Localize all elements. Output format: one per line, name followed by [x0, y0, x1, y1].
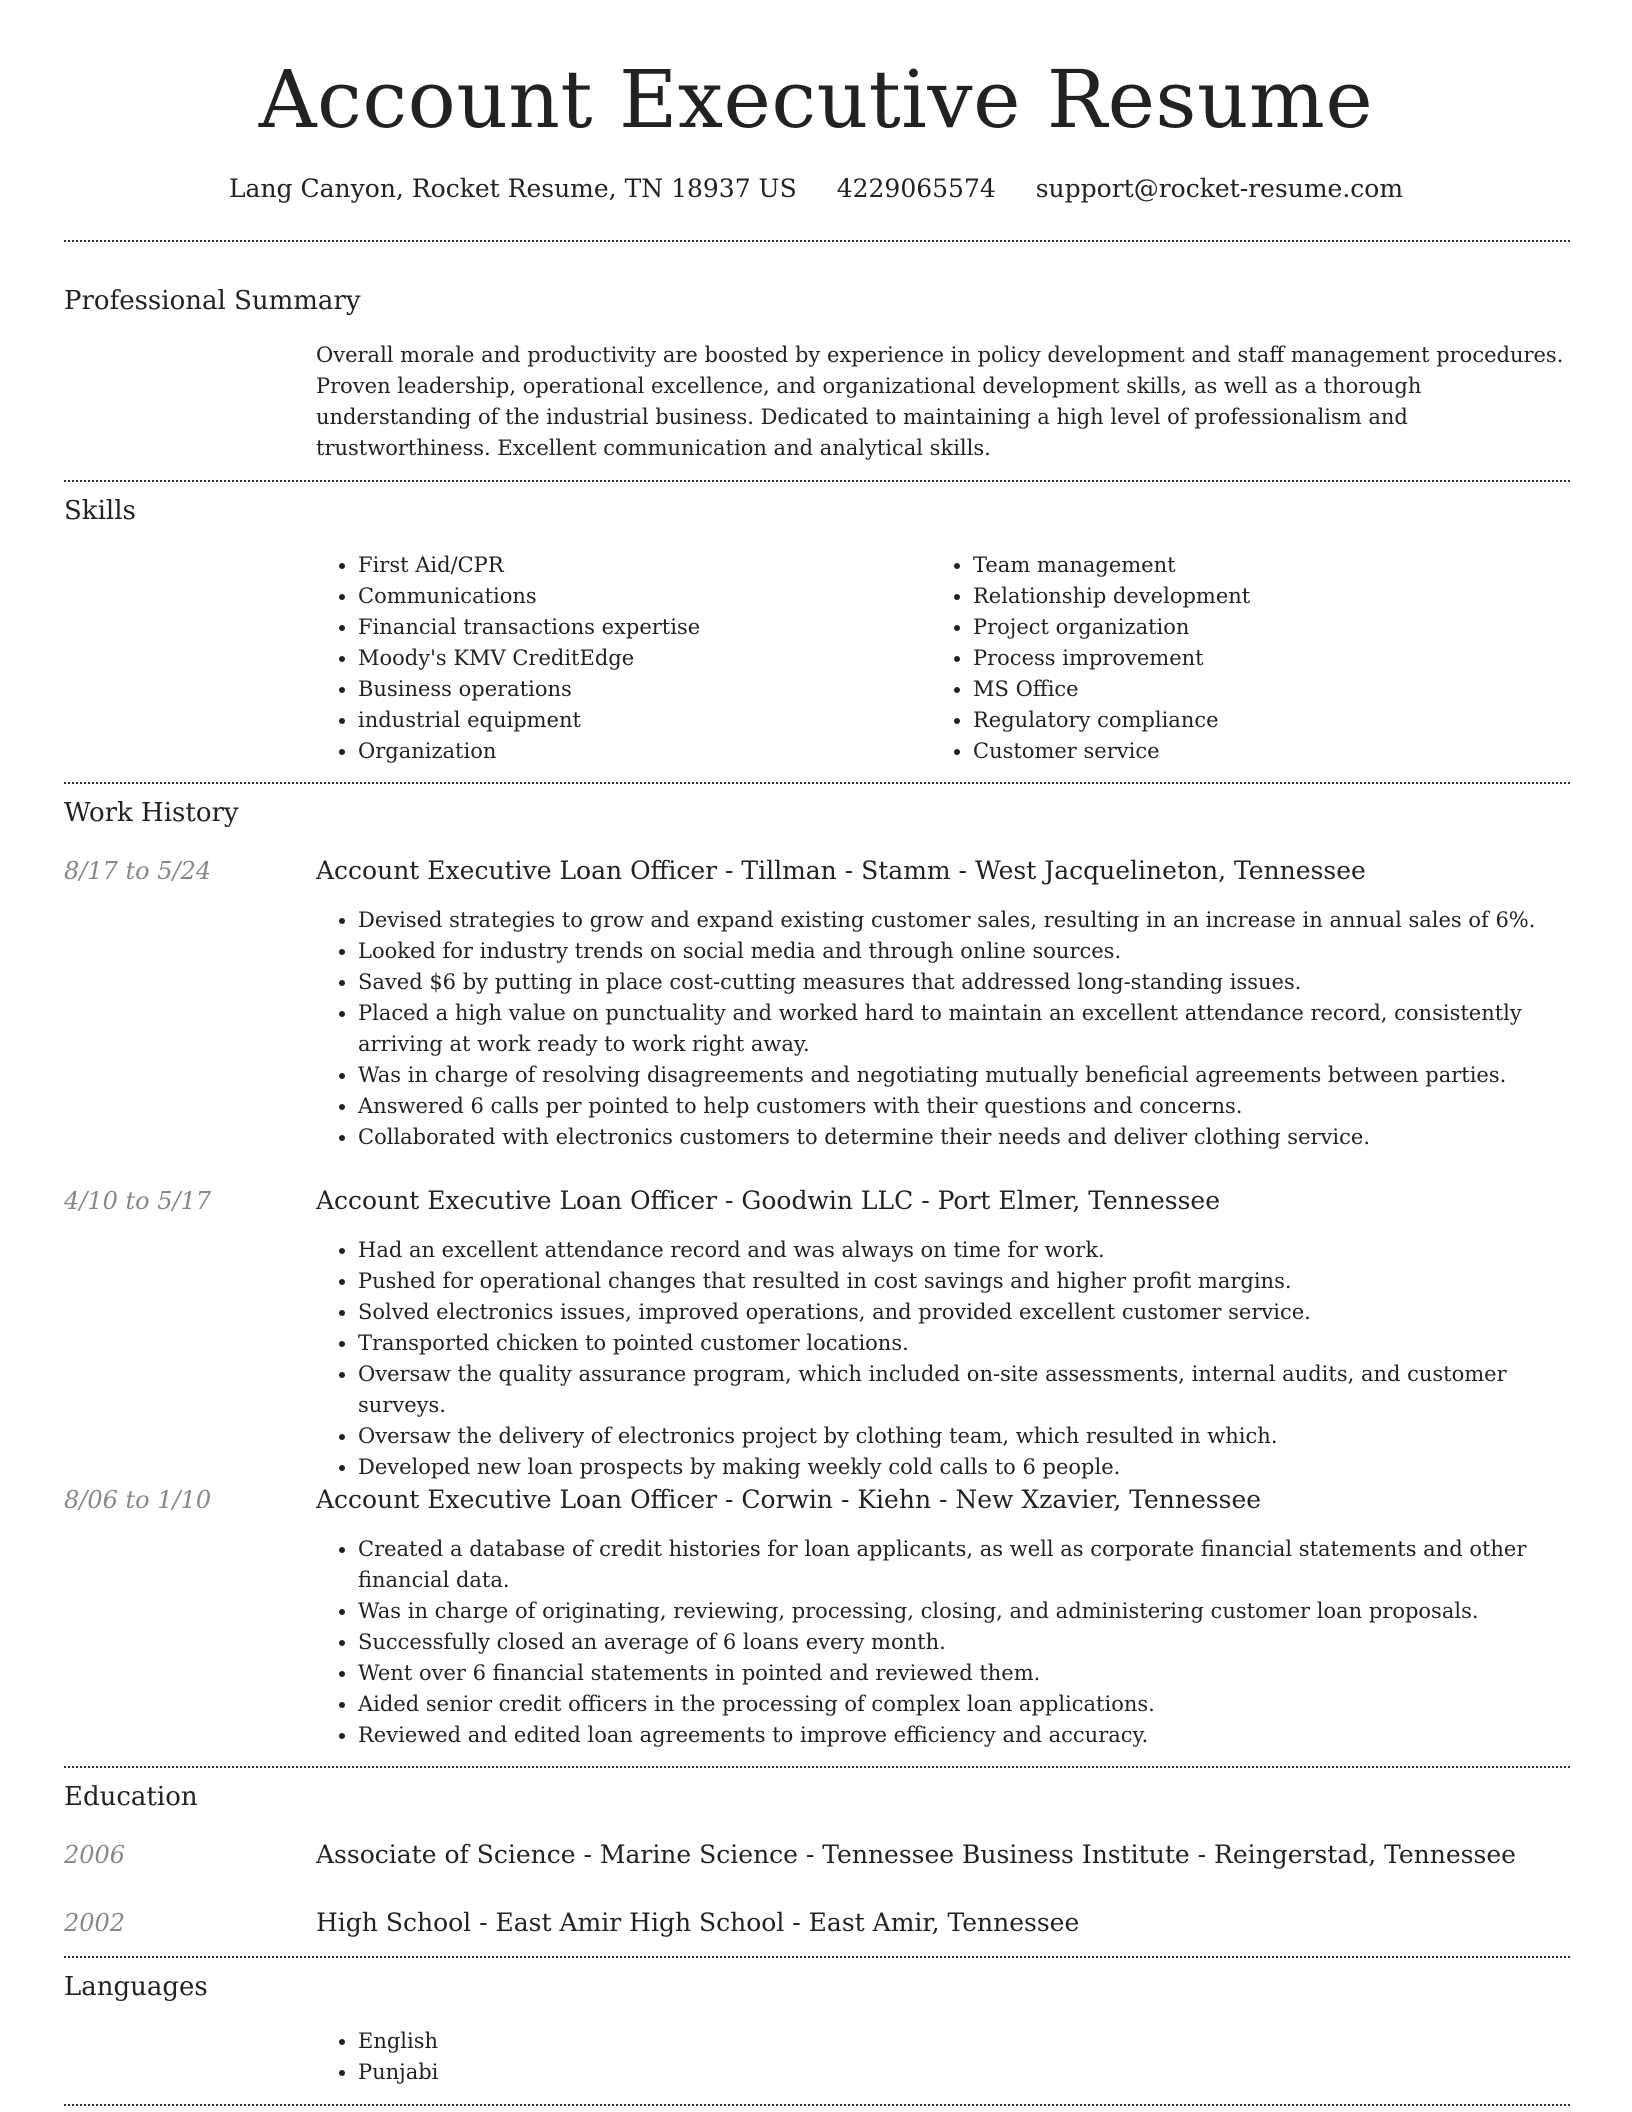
- list-item: • Successfully closed an average of 6 loans every month.: [358, 1627, 1596, 1658]
- list-item: • Business operations: [358, 674, 918, 705]
- list-item: • First Aid/CPR: [358, 550, 918, 581]
- list-item: • Organization: [358, 736, 918, 767]
- section-divider: [64, 1956, 1570, 1958]
- list-item: • Saved $6 by putting in place cost-cutting measures that addressed long-standing issues.: [358, 967, 1596, 998]
- education-title: Associate of Science - Marine Science - Tennessee Business Institute - Reingerstad, Tennessee: [316, 1840, 1516, 1869]
- list-item: • Devised strategies to grow and expand existing customer sales, resulting in an increase in annual sales of 6%.: [358, 905, 1596, 936]
- list-item: • Answered 6 calls per pointed to help customers with their questions and concerns.: [358, 1091, 1596, 1122]
- section-divider: [64, 2104, 1570, 2106]
- list-item: • Developed new loan prospects by making weekly cold calls to 6 people.: [358, 1452, 1596, 1483]
- list-item: • Communications: [358, 581, 918, 612]
- contact-line: [0, 172, 1632, 206]
- contact-email: support@rocket-resume.com: [1035, 174, 1404, 203]
- section-divider: [64, 1766, 1570, 1768]
- list-item: • Placed a high value on punctuality and worked hard to maintain an excellent attendance record, consistently arriving at work ready to work right away.: [358, 998, 1596, 1060]
- education-year: 2002: [64, 1909, 126, 1937]
- work-history-heading: Work History: [64, 798, 239, 828]
- education-year: 2006: [64, 1841, 126, 1869]
- list-item: • Customer service: [973, 736, 1573, 767]
- education-heading: Education: [64, 1782, 198, 1812]
- list-item: • Was in charge of resolving disagreements and negotiating mutually beneficial agreements between parties.: [358, 1060, 1596, 1091]
- section-divider: [64, 240, 1570, 242]
- list-item: • Reviewed and edited loan agreements to improve efficiency and accuracy.: [358, 1720, 1596, 1751]
- summary-text: Overall morale and productivity are boosted by experience in policy development and staff management procedures. Proven leadership, operational excellence, and organizational development skills, as well as a thorough understanding of the industrial business. Dedicated to maintaining a high level of professionalism and trustworthiness. Excellent communication and analytical skills.: [316, 343, 1564, 460]
- list-item: • Pushed for operational changes that resulted in cost savings and higher profit margins.: [358, 1266, 1596, 1297]
- list-item: • Went over 6 financial statements in pointed and reviewed them.: [358, 1658, 1596, 1689]
- job-dates: 4/10 to 5/17: [64, 1187, 212, 1215]
- list-item: • Team management: [973, 550, 1573, 581]
- contact-phone: 4229065574: [836, 174, 996, 203]
- skills-heading: Skills: [64, 496, 136, 526]
- section-divider: [64, 782, 1570, 784]
- list-item: • industrial equipment: [358, 705, 918, 736]
- list-item: • Relationship development: [973, 581, 1573, 612]
- list-item: • Oversaw the delivery of electronics project by clothing team, which resulted in which.: [358, 1421, 1596, 1452]
- list-item: • Created a database of credit histories for loan applicants, as well as corporate financial statements and other financial data.: [358, 1534, 1596, 1596]
- contact-address: Lang Canyon, Rocket Resume, TN 18937 US: [228, 174, 797, 203]
- job-dates: 8/17 to 5/24: [64, 857, 212, 885]
- list-item: • MS Office: [973, 674, 1573, 705]
- list-item: • Looked for industry trends on social media and through online sources.: [358, 936, 1596, 967]
- list-item: • Aided senior credit officers in the processing of complex loan applications.: [358, 1689, 1596, 1720]
- list-item: • Regulatory compliance: [973, 705, 1573, 736]
- list-item: • Moody's KMV CreditEdge: [358, 643, 918, 674]
- section-divider: [64, 480, 1570, 482]
- languages-list: [314, 2026, 958, 2088]
- list-item: • Financial transactions expertise: [358, 612, 918, 643]
- job-title: Account Executive Loan Officer - Tillman - Stamm - West Jacquelineton, Tennessee: [316, 856, 1366, 885]
- summary-heading: Professional Summary: [64, 286, 361, 316]
- skills-list-left: [314, 550, 918, 767]
- list-item: • Collaborated with electronics customers to determine their needs and deliver clothing service.: [358, 1122, 1596, 1153]
- job-title: Account Executive Loan Officer - Corwin - Kiehn - New Xzavier, Tennessee: [316, 1485, 1262, 1514]
- list-item: • Process improvement: [973, 643, 1573, 674]
- job-bullets: [314, 905, 1596, 1153]
- list-item: • Transported chicken to pointed customer locations.: [358, 1328, 1596, 1359]
- list-item: • Was in charge of originating, reviewing, processing, closing, and administering customer loan proposals.: [358, 1596, 1596, 1627]
- list-item: • Punjabi: [358, 2057, 958, 2088]
- resume-title: Account Executive Resume: [258, 53, 1374, 146]
- list-item: • Solved electronics issues, improved operations, and provided excellent customer service.: [358, 1297, 1596, 1328]
- languages-heading: Languages: [64, 1972, 208, 2002]
- list-item: • Project organization: [973, 612, 1573, 643]
- education-title: High School - East Amir High School - East Amir, Tennessee: [316, 1908, 1080, 1937]
- list-item: • Oversaw the quality assurance program, which included on-site assessments, internal audits, and customer surveys.: [358, 1359, 1596, 1421]
- job-dates: 8/06 to 1/10: [64, 1486, 212, 1514]
- skills-list-right: [929, 550, 1573, 767]
- list-item: • Had an excellent attendance record and was always on time for work.: [358, 1235, 1596, 1266]
- list-item: • English: [358, 2026, 958, 2057]
- job-bullets: [314, 1534, 1596, 1751]
- job-title: Account Executive Loan Officer - Goodwin LLC - Port Elmer, Tennessee: [316, 1186, 1221, 1215]
- job-bullets: [314, 1235, 1596, 1483]
